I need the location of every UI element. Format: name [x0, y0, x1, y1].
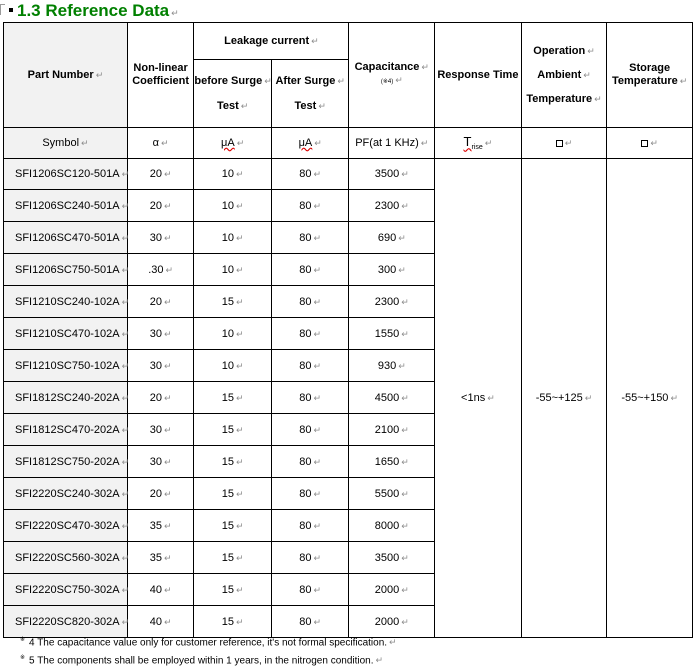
coefficient-cell: 40 ↵ [127, 574, 193, 606]
units-response-time: $T_{rise}$ ↵ [435, 128, 522, 159]
coefficient-cell: 20 ↵ [127, 382, 193, 414]
units-symbol-label: Symbol ↵ [4, 128, 128, 159]
part-number-cell: SFI1206SC240-501A ↵ [4, 190, 128, 222]
leakage-after-cell: 80 ↵ [271, 478, 349, 510]
units-operation-temp: ↵ [521, 128, 607, 159]
part-number-cell: SFI1206SC120-501A ↵ [4, 159, 128, 190]
capacitance-cell: 2300 ↵ [349, 286, 435, 318]
coefficient-cell: 30 ↵ [127, 446, 193, 478]
leakage-after-cell: 80 ↵ [271, 606, 349, 638]
part-number-cell: SFI2220SC240-302A ↵ [4, 478, 128, 510]
coefficient-cell: 30 ↵ [127, 414, 193, 446]
header-storage-temperature: Storage Temperature ↵ [607, 23, 693, 128]
capacitance-cell: 5500 ↵ [349, 478, 435, 510]
leakage-before-cell: 15 ↵ [194, 510, 272, 542]
leakage-after-cell: 80 ↵ [271, 254, 349, 286]
placeholder-symbol-icon [556, 140, 563, 147]
coefficient-cell: 20 ↵ [127, 159, 193, 190]
leakage-after-cell: 80 ↵ [271, 159, 349, 190]
leakage-before-cell: 10 ↵ [194, 350, 272, 382]
coefficient-cell: 20 ↵ [127, 190, 193, 222]
table-row [4, 159, 693, 190]
part-number-cell: SFI1206SC470-501A ↵ [4, 222, 128, 254]
leakage-after-cell: 80 ↵ [271, 414, 349, 446]
coefficient-cell: 40 ↵ [127, 606, 193, 638]
leakage-after-cell: 80 ↵ [271, 286, 349, 318]
coefficient-cell: 20 ↵ [127, 478, 193, 510]
header-response-time: Response Time [435, 23, 522, 128]
coefficient-cell: 30 ↵ [127, 350, 193, 382]
coefficient-cell: 30 ↵ [127, 318, 193, 350]
leakage-before-cell: 10 ↵ [194, 222, 272, 254]
coefficient-cell: 20 ↵ [127, 286, 193, 318]
part-number-cell: SFI2220SC560-302A ↵ [4, 542, 128, 574]
units-before: μA ↵ [194, 128, 272, 159]
section-heading [9, 0, 179, 22]
leakage-before-cell: 15 ↵ [194, 478, 272, 510]
capacitance-cell: 2000 ↵ [349, 606, 435, 638]
part-number-cell: SFI1210SC750-102A ↵ [4, 350, 128, 382]
paragraph-corner-mark [0, 4, 5, 15]
leakage-after-cell: 80 ↵ [271, 510, 349, 542]
coefficient-cell: 35 ↵ [127, 510, 193, 542]
leakage-after-cell: 80 ↵ [271, 446, 349, 478]
capacitance-cell: 1650 ↵ [349, 446, 435, 478]
part-number-cell: SFI1812SC750-202A ↵ [4, 446, 128, 478]
leakage-before-cell: 15 ↵ [194, 606, 272, 638]
leakage-after-cell: 80 ↵ [271, 318, 349, 350]
leakage-before-cell: 15 ↵ [194, 446, 272, 478]
coefficient-cell: .30 ↵ [127, 254, 193, 286]
leakage-before-cell: 10 ↵ [194, 159, 272, 190]
storage-temperature-cell: -55~+150 ↵ [607, 159, 693, 638]
part-number-cell: SFI2220SC820-302A ↵ [4, 606, 128, 638]
capacitance-cell: 690 ↵ [349, 222, 435, 254]
part-number-cell: SFI2220SC470-302A ↵ [4, 510, 128, 542]
capacitance-cell: 3500 ↵ [349, 159, 435, 190]
capacitance-cell: 2300 ↵ [349, 190, 435, 222]
footnote-storage-condition: ※ 5 The components shall be employed within 1 years, in the nitrogen condition. ↵ [20, 655, 384, 666]
leakage-after-cell: 80 ↵ [271, 350, 349, 382]
reference-data-table [3, 22, 693, 638]
section-heading-text: 1.3 Reference Data [17, 1, 170, 20]
bullet-icon [9, 8, 13, 12]
part-number-cell: SFI1812SC470-202A ↵ [4, 414, 128, 446]
header-leakage-current: Leakage current ↵ [194, 23, 349, 60]
units-storage-temp: ↵ [607, 128, 693, 159]
header-after-surge-test: After Surge ↵ Test ↵ [271, 60, 349, 128]
part-number-cell: SFI1812SC240-202A ↵ [4, 382, 128, 414]
part-number-cell: SFI1210SC470-102A ↵ [4, 318, 128, 350]
placeholder-symbol-icon [641, 140, 648, 147]
leakage-before-cell: 15 ↵ [194, 542, 272, 574]
units-after: μA ↵ [271, 128, 349, 159]
part-number-cell: SFI2220SC750-302A ↵ [4, 574, 128, 606]
header-non-linear-coefficient: Non-linear Coefficient [127, 23, 193, 128]
leakage-before-cell: 15 ↵ [194, 286, 272, 318]
units-alpha: α ↵ [127, 128, 193, 159]
capacitance-cell: 1550 ↵ [349, 318, 435, 350]
coefficient-cell: 35 ↵ [127, 542, 193, 574]
part-number-cell: SFI1206SC750-501A ↵ [4, 254, 128, 286]
capacitance-cell: 2000 ↵ [349, 574, 435, 606]
capacitance-cell: 3500 ↵ [349, 542, 435, 574]
coefficient-cell: 30 ↵ [127, 222, 193, 254]
header-part-number: Part Number ↵ [4, 23, 128, 128]
leakage-before-cell: 15 ↵ [194, 574, 272, 606]
operation-temperature-cell: -55~+125 ↵ [521, 159, 607, 638]
header-capacitance: Capacitance ↵ (※4) ↵ [349, 23, 435, 128]
leakage-after-cell: 80 ↵ [271, 382, 349, 414]
capacitance-cell: 300 ↵ [349, 254, 435, 286]
units-capacitance: PF(at 1 KHz) ↵ [349, 128, 435, 159]
leakage-before-cell: 10 ↵ [194, 254, 272, 286]
leakage-before-cell: 15 ↵ [194, 414, 272, 446]
leakage-before-cell: 10 ↵ [194, 318, 272, 350]
capacitance-cell: 4500 ↵ [349, 382, 435, 414]
header-before-surge-test: before Surge ↵ Test ↵ [194, 60, 272, 128]
response-time-cell: <1ns ↵ [435, 159, 522, 638]
paragraph-mark-icon: ↵ [171, 8, 179, 18]
leakage-before-cell: 15 ↵ [194, 382, 272, 414]
leakage-after-cell: 80 ↵ [271, 222, 349, 254]
leakage-after-cell: 80 ↵ [271, 574, 349, 606]
footnote-capacitance: ※ 4 The capacitance value only for customer reference, it's not formal specification. ↵ [20, 637, 397, 649]
capacitance-cell: 930 ↵ [349, 350, 435, 382]
part-number-cell: SFI1210SC240-102A ↵ [4, 286, 128, 318]
capacitance-cell: 8000 ↵ [349, 510, 435, 542]
leakage-after-cell: 80 ↵ [271, 542, 349, 574]
header-operation-temperature: Operation ↵ Ambient ↵ Temperature ↵ [521, 23, 607, 128]
leakage-before-cell: 10 ↵ [194, 190, 272, 222]
leakage-after-cell: 80 ↵ [271, 190, 349, 222]
capacitance-cell: 2100 ↵ [349, 414, 435, 446]
